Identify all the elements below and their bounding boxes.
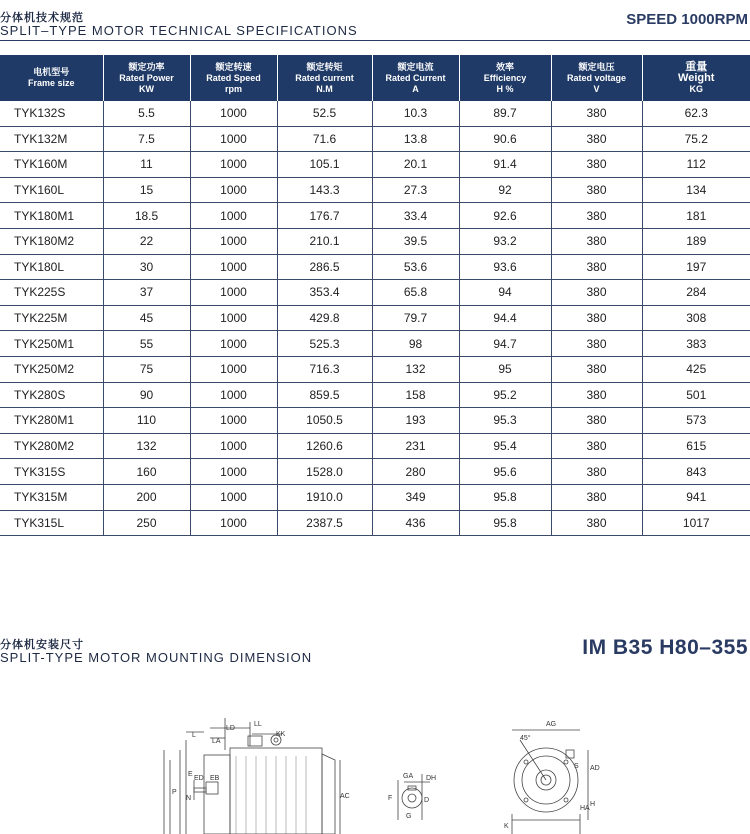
dim-label-n: N	[186, 795, 192, 802]
dim-label-ll: LL	[254, 721, 262, 728]
dim-label-ga: GA	[403, 773, 414, 780]
dim-label-k: K	[504, 823, 509, 830]
table-cell: 1000	[190, 331, 277, 357]
table-cell: 95.2	[459, 382, 551, 408]
column-header-unit: KG	[689, 83, 703, 94]
column-header-cn: 额定电压	[578, 61, 615, 72]
column-header-en: Frame size	[27, 78, 75, 88]
table-cell: 615	[642, 433, 750, 459]
table-cell: 94	[459, 280, 551, 306]
mount-title-cn: 分体机安装尺寸	[0, 639, 84, 651]
table-cell: 250	[103, 510, 190, 536]
table-cell: 45	[103, 305, 190, 331]
column-header-unit: KW	[139, 83, 154, 94]
table-cell: 93.2	[459, 228, 551, 254]
table-cell: TYK132S	[0, 101, 103, 126]
table-cell: TYK250M1	[0, 331, 103, 357]
table-cell: 93.6	[459, 254, 551, 280]
table-cell: 30	[103, 254, 190, 280]
column-header	[642, 55, 750, 101]
dim-label-la: LA	[212, 738, 221, 745]
dim-label-ed: ED	[194, 775, 204, 782]
table-cell: 94.7	[459, 331, 551, 357]
table-cell: TYK315S	[0, 459, 103, 485]
table-cell: TYK225S	[0, 280, 103, 306]
table-cell: 132	[103, 433, 190, 459]
table-row	[0, 484, 750, 510]
dim-label-ag: AG	[546, 721, 557, 728]
table-cell: 429.8	[277, 305, 372, 331]
table-cell: 98	[372, 331, 459, 357]
speed-label: SPEED 1000RPM	[626, 11, 748, 28]
table-cell: 95.8	[459, 484, 551, 510]
table-cell: 1000	[190, 510, 277, 536]
column-header-cn: 额定功率	[128, 61, 165, 72]
dim-label-ld: LD	[226, 725, 235, 732]
table-cell: 89.7	[459, 101, 551, 126]
table-cell: 380	[551, 305, 642, 331]
table-cell: 349	[372, 484, 459, 510]
column-header-cn: 额定转速	[215, 61, 252, 72]
table-cell: TYK250M2	[0, 356, 103, 382]
spec-table	[0, 55, 750, 536]
table-cell: 1000	[190, 305, 277, 331]
table-row	[0, 126, 750, 152]
header-rule	[0, 40, 750, 41]
table-cell: 94.4	[459, 305, 551, 331]
table-cell: 1000	[190, 228, 277, 254]
table-cell: 200	[103, 484, 190, 510]
table-cell: 353.4	[277, 280, 372, 306]
table-cell: 55	[103, 331, 190, 357]
table-row	[0, 408, 750, 434]
dim-label-ac: AC	[340, 793, 350, 800]
table-cell: 380	[551, 254, 642, 280]
column-header-cn: 额定转矩	[306, 61, 343, 72]
dim-label-f: F	[388, 795, 393, 802]
table-cell: 1910.0	[277, 484, 372, 510]
table-cell: 380	[551, 433, 642, 459]
table-cell: 11	[103, 152, 190, 178]
table-cell: 92.6	[459, 203, 551, 229]
table-cell: 1000	[190, 177, 277, 203]
table-cell: 53.6	[372, 254, 459, 280]
table-cell: 181	[642, 203, 750, 229]
table-cell: 380	[551, 356, 642, 382]
dim-label-kk: KK	[276, 731, 286, 738]
table-cell: 105.1	[277, 152, 372, 178]
table-cell: 1000	[190, 356, 277, 382]
table-cell: 1000	[190, 254, 277, 280]
table-cell: 1000	[190, 433, 277, 459]
table-cell: 27.3	[372, 177, 459, 203]
table-cell: 1528.0	[277, 459, 372, 485]
mounting-drawing	[160, 710, 600, 834]
table-cell: 20.1	[372, 152, 459, 178]
table-cell: 91.4	[459, 152, 551, 178]
table-cell: TYK160M	[0, 152, 103, 178]
table-cell: 716.3	[277, 356, 372, 382]
table-cell: 501	[642, 382, 750, 408]
table-cell: 134	[642, 177, 750, 203]
table-cell: 62.3	[642, 101, 750, 126]
table-cell: 941	[642, 484, 750, 510]
table-cell: 525.3	[277, 331, 372, 357]
table-cell: 52.5	[277, 101, 372, 126]
table-cell: 380	[551, 382, 642, 408]
column-header	[0, 55, 103, 101]
table-cell: 193	[372, 408, 459, 434]
table-cell: 286.5	[277, 254, 372, 280]
table-body	[0, 101, 750, 536]
table-cell: 79.7	[372, 305, 459, 331]
column-header	[103, 55, 190, 101]
table-row	[0, 203, 750, 229]
table-cell: 90.6	[459, 126, 551, 152]
dim-label-h: H	[590, 801, 596, 808]
table-cell: 33.4	[372, 203, 459, 229]
column-header-en: Rated Current	[385, 72, 446, 83]
dim-label-45deg: 45°	[520, 735, 531, 742]
table-cell: 189	[642, 228, 750, 254]
table-cell: 210.1	[277, 228, 372, 254]
column-header	[277, 55, 372, 101]
table-cell: 1000	[190, 126, 277, 152]
table-cell: 380	[551, 126, 642, 152]
table-cell: 22	[103, 228, 190, 254]
table-cell: 380	[551, 484, 642, 510]
table-cell: 380	[551, 408, 642, 434]
column-header-cn: 重量	[685, 60, 708, 73]
column-header	[459, 55, 551, 101]
table-cell: 843	[642, 459, 750, 485]
table-cell: 280	[372, 459, 459, 485]
table-cell: TYK315M	[0, 484, 103, 510]
table-row	[0, 254, 750, 280]
dim-label-eb: EB	[210, 775, 220, 782]
table-cell: TYK180M2	[0, 228, 103, 254]
table-cell: 158	[372, 382, 459, 408]
table-cell: 1050.5	[277, 408, 372, 434]
table-row	[0, 433, 750, 459]
column-header-unit: rpm	[224, 83, 242, 94]
table-cell: 13.8	[372, 126, 459, 152]
table-cell: 1017	[642, 510, 750, 536]
column-header-en: Rated Power	[119, 72, 174, 83]
table-cell: 308	[642, 305, 750, 331]
table-cell: 380	[551, 177, 642, 203]
column-header-en: Weight	[678, 71, 715, 84]
table-cell: TYK280M2	[0, 433, 103, 459]
table-cell: 90	[103, 382, 190, 408]
column-header-unit: H %	[496, 83, 514, 94]
table-cell: 176.7	[277, 203, 372, 229]
table-cell: 380	[551, 101, 642, 126]
table-cell: 2387.5	[277, 510, 372, 536]
column-header-en: Rated Speed	[206, 72, 261, 83]
table-cell: 110	[103, 408, 190, 434]
dim-label-p: P	[172, 789, 177, 796]
table-cell: TYK280M1	[0, 408, 103, 434]
table-cell: 95.3	[459, 408, 551, 434]
table-row	[0, 280, 750, 306]
table-cell: 75.2	[642, 126, 750, 152]
column-header-cn: 额定电流	[397, 61, 434, 72]
column-header-unit: N.M	[316, 83, 333, 94]
table-cell: 425	[642, 356, 750, 382]
im-title: IM B35 H80–355	[582, 636, 748, 659]
table-cell: 383	[642, 331, 750, 357]
table-cell: 197	[642, 254, 750, 280]
table-cell: TYK160L	[0, 177, 103, 203]
column-header-en: Rated current	[295, 72, 354, 83]
table-cell: 380	[551, 331, 642, 357]
mount-title-en: SPLIT-TYPE MOTOR MOUNTING DIMENSION	[0, 650, 313, 665]
table-cell: 436	[372, 510, 459, 536]
table-cell: 143.3	[277, 177, 372, 203]
dim-label-dh: DH	[426, 775, 437, 782]
table-cell: TYK280S	[0, 382, 103, 408]
table-cell: 65.8	[372, 280, 459, 306]
dim-label-s: S	[574, 763, 579, 770]
table-row	[0, 101, 750, 126]
table-cell: TYK225M	[0, 305, 103, 331]
dim-label-l: L	[192, 732, 196, 739]
table-cell: 95	[459, 356, 551, 382]
table-row	[0, 152, 750, 178]
table-cell: 573	[642, 408, 750, 434]
table-cell: 15	[103, 177, 190, 203]
table-cell: 95.8	[459, 510, 551, 536]
table-cell: 18.5	[103, 203, 190, 229]
table-cell: 1000	[190, 484, 277, 510]
table-row	[0, 305, 750, 331]
column-header	[190, 55, 277, 101]
dim-label-d: D	[424, 797, 430, 804]
table-cell: 10.3	[372, 101, 459, 126]
table-cell: 7.5	[103, 126, 190, 152]
table-row	[0, 331, 750, 357]
column-header-unit: V	[593, 83, 600, 94]
table-row	[0, 382, 750, 408]
table-cell: 95.6	[459, 459, 551, 485]
table-cell: 39.5	[372, 228, 459, 254]
column-header	[372, 55, 459, 101]
dim-label-e: E	[188, 771, 193, 778]
table-row	[0, 228, 750, 254]
column-header-unit: A	[412, 83, 419, 94]
spec-title-cn: 分体机技术规范	[0, 12, 84, 24]
column-header	[551, 55, 642, 101]
table-row	[0, 177, 750, 203]
dim-label-ha: HA	[580, 805, 590, 812]
table-cell: 95.4	[459, 433, 551, 459]
table-cell: 231	[372, 433, 459, 459]
table-cell: 1000	[190, 408, 277, 434]
table-cell: 92	[459, 177, 551, 203]
table-cell: 380	[551, 510, 642, 536]
table-cell: 1000	[190, 101, 277, 126]
table-cell: 1260.6	[277, 433, 372, 459]
table-cell: 1000	[190, 382, 277, 408]
table-cell: 71.6	[277, 126, 372, 152]
table-cell: 37	[103, 280, 190, 306]
table-cell: TYK132M	[0, 126, 103, 152]
spec-title-en: SPLIT–TYPE MOTOR TECHNICAL SPECIFICATIONS	[0, 23, 358, 38]
column-header-cn: 电机型号	[33, 67, 70, 77]
table-cell: 380	[551, 280, 642, 306]
table-cell: 1000	[190, 459, 277, 485]
table-cell: TYK315L	[0, 510, 103, 536]
column-header-en: Rated voltage	[566, 72, 626, 83]
table-cell: 380	[551, 203, 642, 229]
table-cell: 1000	[190, 152, 277, 178]
table-cell: 132	[372, 356, 459, 382]
table-cell: 1000	[190, 280, 277, 306]
table-cell: 5.5	[103, 101, 190, 126]
table-cell: 380	[551, 459, 642, 485]
table-cell: 380	[551, 152, 642, 178]
table-row	[0, 510, 750, 536]
dim-label-g: G	[406, 813, 412, 820]
column-header-cn: 效率	[495, 61, 514, 72]
table-cell: 75	[103, 356, 190, 382]
table-cell: TYK180L	[0, 254, 103, 280]
table-cell: 284	[642, 280, 750, 306]
table-cell: 112	[642, 152, 750, 178]
table-row	[0, 459, 750, 485]
table-cell: 380	[551, 228, 642, 254]
table-cell: 160	[103, 459, 190, 485]
table-header-row	[0, 55, 750, 101]
table-cell: 859.5	[277, 382, 372, 408]
column-header-en: Efficiency	[483, 72, 527, 83]
table-cell: TYK180M1	[0, 203, 103, 229]
dim-label-ad: AD	[590, 765, 600, 772]
table-cell: 1000	[190, 203, 277, 229]
table-row	[0, 356, 750, 382]
